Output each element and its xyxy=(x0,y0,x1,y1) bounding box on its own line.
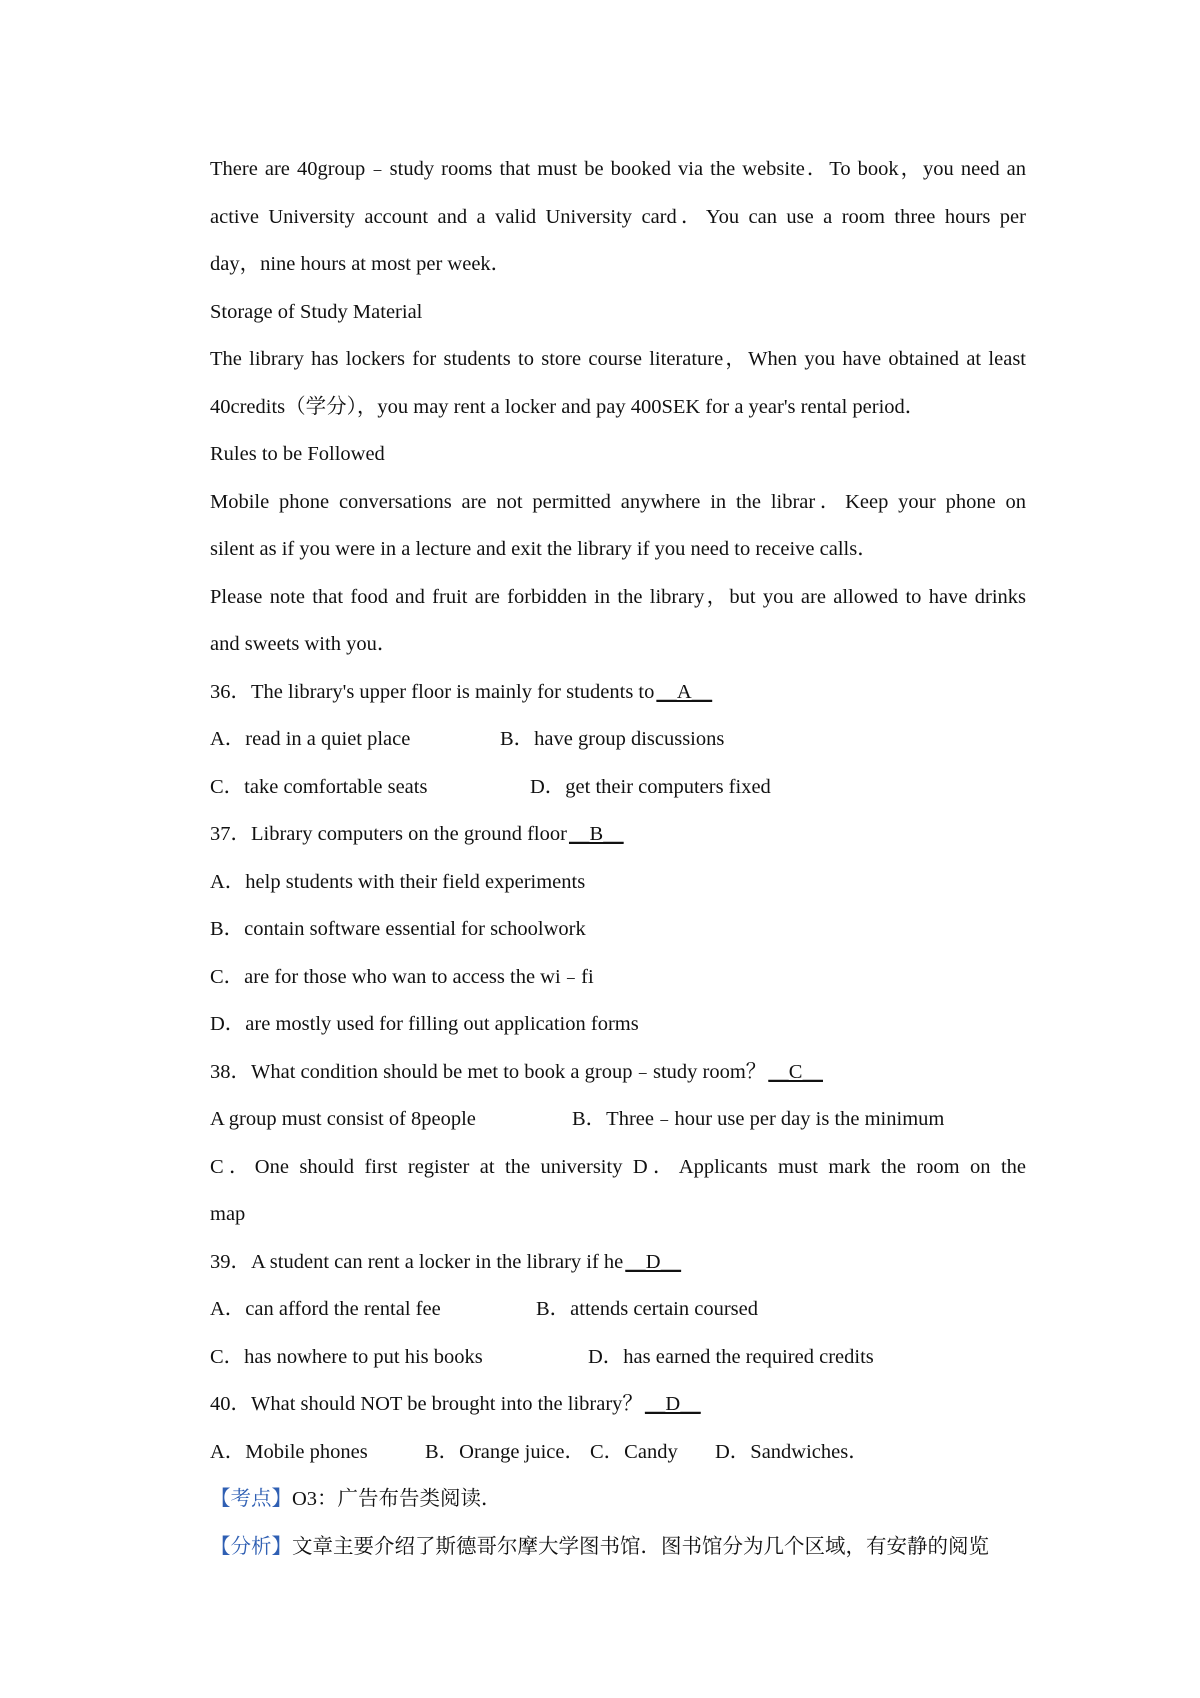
option-row xyxy=(210,1334,1026,1382)
option-d: D．Applicants must mark the room on the xyxy=(632,1155,1027,1178)
fenxi-line xyxy=(210,1524,1026,1572)
option-a: A．Mobile phones xyxy=(210,1440,368,1463)
passage-text: silent as if you were in a lecture and exit the library if you need to receive calls． xyxy=(210,538,878,560)
passage-text: Mobile phone conversations are not permitted anywhere in the librar．Keep your phone on xyxy=(210,490,1026,513)
option-b: B．Three﹣hour use per day is the minimum xyxy=(572,1108,945,1130)
question-38 xyxy=(210,1049,1026,1097)
fenxi-tag: 【分析】 xyxy=(210,1535,292,1558)
answer-blank: ＿B＿ xyxy=(568,823,624,845)
fenxi-text: 文章主要介绍了斯德哥尔摩大学图书馆．图书馆分为几个区域，有安静的阅览 xyxy=(292,1535,989,1558)
question-39 xyxy=(210,1239,1026,1287)
question-stem: 40．What should NOT be brought into the library？ xyxy=(210,1393,643,1415)
option-d: D．has earned the required credits xyxy=(588,1345,874,1368)
option-b: B．contain software essential for schoolwork xyxy=(210,918,586,940)
question-stem: 36．The library's upper floor is mainly for students to xyxy=(210,680,655,703)
option-a: A group must consist of 8people xyxy=(210,1108,476,1130)
question-stem: 39．A student can rent a locker in the library if he xyxy=(210,1250,624,1273)
option-b: B．have group discussions xyxy=(500,728,725,750)
question-stem: 37．Library computers on the ground floor xyxy=(210,823,567,845)
answer-blank: ＿C＿ xyxy=(768,1060,823,1083)
option-d: D．Sandwiches． xyxy=(715,1440,869,1463)
question-stem: 38．What condition should be met to book a group﹣study room？ xyxy=(210,1060,767,1083)
option-c: C．One should first register at the university xyxy=(210,1155,623,1178)
question-40 xyxy=(210,1381,1026,1429)
option-a: A．help students with their field experiments xyxy=(210,870,586,893)
option-b: B．attends certain coursed xyxy=(536,1298,759,1320)
option-c: C．take comfortable seats xyxy=(210,775,428,798)
option-c: C．Candy xyxy=(590,1440,678,1463)
option-d-continued: map xyxy=(210,1203,246,1225)
question-37 xyxy=(210,811,1026,859)
option-c: C．has nowhere to put his books xyxy=(210,1345,483,1368)
passage-text: active University account and a valid University card．You can use a room three hours per xyxy=(210,205,1026,228)
passage-text: Please note that food and fruit are forbidden in the library，but you are allowed to have drinks xyxy=(210,585,1026,608)
option-a: A．read in a quiet place xyxy=(210,728,411,750)
option-row xyxy=(210,1286,1026,1334)
answer-blank: ＿A＿ xyxy=(656,680,713,703)
answer-blank: ＿D＿ xyxy=(625,1250,682,1273)
option-row xyxy=(210,1144,1026,1192)
option-d: D．are mostly used for filling out application forms xyxy=(210,1013,639,1035)
answer-blank: ＿D＿ xyxy=(644,1393,701,1415)
option-row xyxy=(210,1429,1026,1477)
option-c: C．are for those who wan to access the wi﹣fi xyxy=(210,965,594,988)
option-row xyxy=(210,1096,1026,1144)
passage-text: There are 40group﹣study rooms that must be booked via the website．To book，you need an xyxy=(210,158,1026,180)
section-heading: Rules to be Followed xyxy=(210,443,385,465)
kaodian-line xyxy=(210,1476,1026,1524)
passage-text: day，nine hours at most per week． xyxy=(210,253,512,275)
kaodian-tag: 【考点】 xyxy=(210,1488,292,1510)
option-row xyxy=(210,716,1026,764)
document-page xyxy=(210,146,1026,1571)
question-36 xyxy=(210,669,1026,717)
option-a: A．can afford the rental fee xyxy=(210,1298,441,1320)
option-b: B．Orange juice． xyxy=(425,1440,585,1463)
section-heading: Storage of Study Material xyxy=(210,300,423,323)
passage-text: and sweets with you． xyxy=(210,633,398,655)
passage-text: The library has lockers for students to store course literature，When you have obtained at least xyxy=(210,348,1026,370)
option-d: D．get their computers fixed xyxy=(530,775,771,798)
option-row xyxy=(210,764,1026,812)
passage-text: 40credits（学分），you may rent a locker and pay 400SEK for a year's rental period． xyxy=(210,395,926,418)
kaodian-text: O3：广告布告类阅读． xyxy=(292,1488,502,1510)
